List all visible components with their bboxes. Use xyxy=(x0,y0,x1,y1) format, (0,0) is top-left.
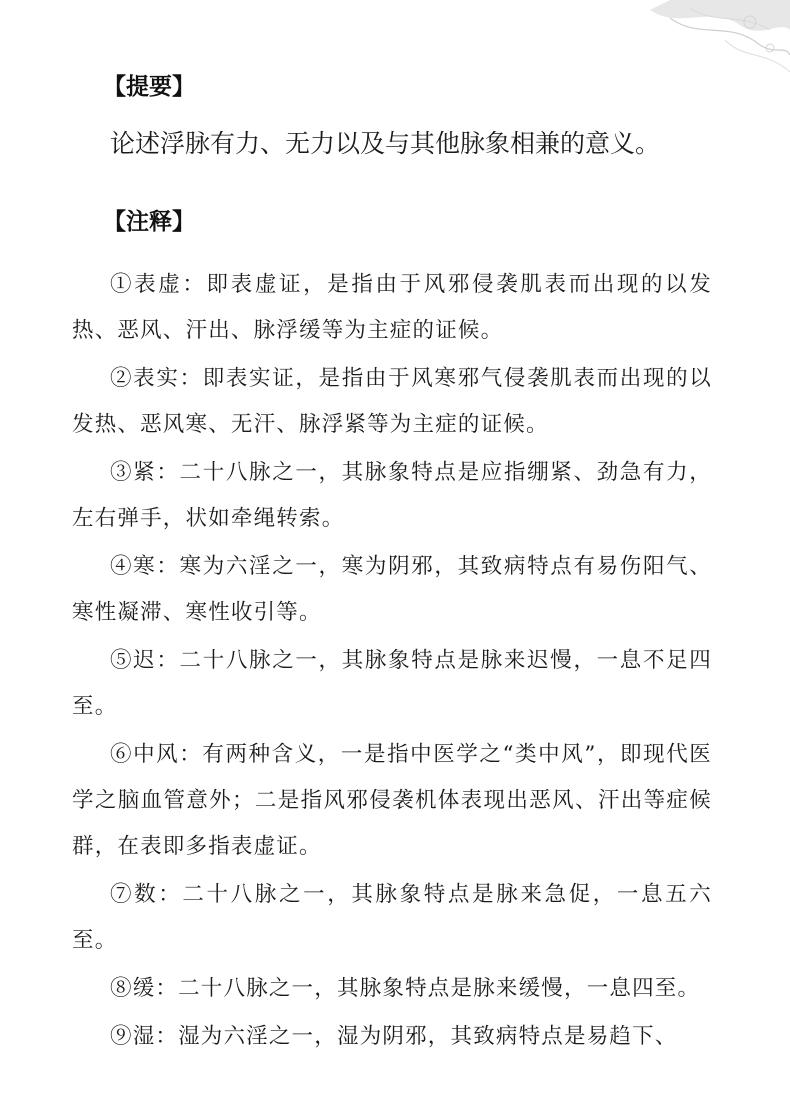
note-item: ⑦数：二十八脉之一，其脉象特点是脉来急促，一息五六至。 xyxy=(72,882,712,953)
abstract-text: 论述浮脉有力、无力以及与其他脉象相兼的意义。 xyxy=(110,129,661,158)
note-item: ⑥中风：有两种含义，一是指中医学之“类中风”，即现代医学之脑血管意外；二是指风邪侵袭机体表现出恶风、汗出等症候群，在表即多指表虚证。 xyxy=(72,742,712,859)
note-item: ⑤迟：二十八脉之一，其脉象特点是脉来迟慢，一息不足四至。 xyxy=(72,648,712,719)
notes-list xyxy=(72,262,712,1062)
note-item: ④寒：寒为六淫之一，寒为阴邪，其致病特点有易伤阳气、寒性凝滞、寒性收引等。 xyxy=(72,554,712,625)
decorative-corner-ornament xyxy=(630,0,790,90)
note-item: ①表虚：即表虚证，是指由于风邪侵袭肌表而出现的以发热、恶风、汗出、脉浮缓等为主症的证候。 xyxy=(72,272,712,343)
notes-heading: 【注释】 xyxy=(103,209,195,235)
abstract-heading: 【提要】 xyxy=(103,74,195,100)
note-item: ②表实：即表实证，是指由于风寒邪气侵袭肌表而出现的以发热、恶风寒、无汗、脉浮紧等为主症的证候。 xyxy=(72,366,712,437)
note-item: ③紧：二十八脉之一，其脉象特点是应指绷紧、劲急有力，左右弹手，状如牵绳转索。 xyxy=(72,460,712,531)
note-item: ⑧缓：二十八脉之一，其脉象特点是脉来缓慢，一息四至。 xyxy=(110,976,701,1001)
note-item: ⑨湿：湿为六淫之一，湿为阴邪，其致病特点是易趋下、 xyxy=(110,1024,678,1049)
